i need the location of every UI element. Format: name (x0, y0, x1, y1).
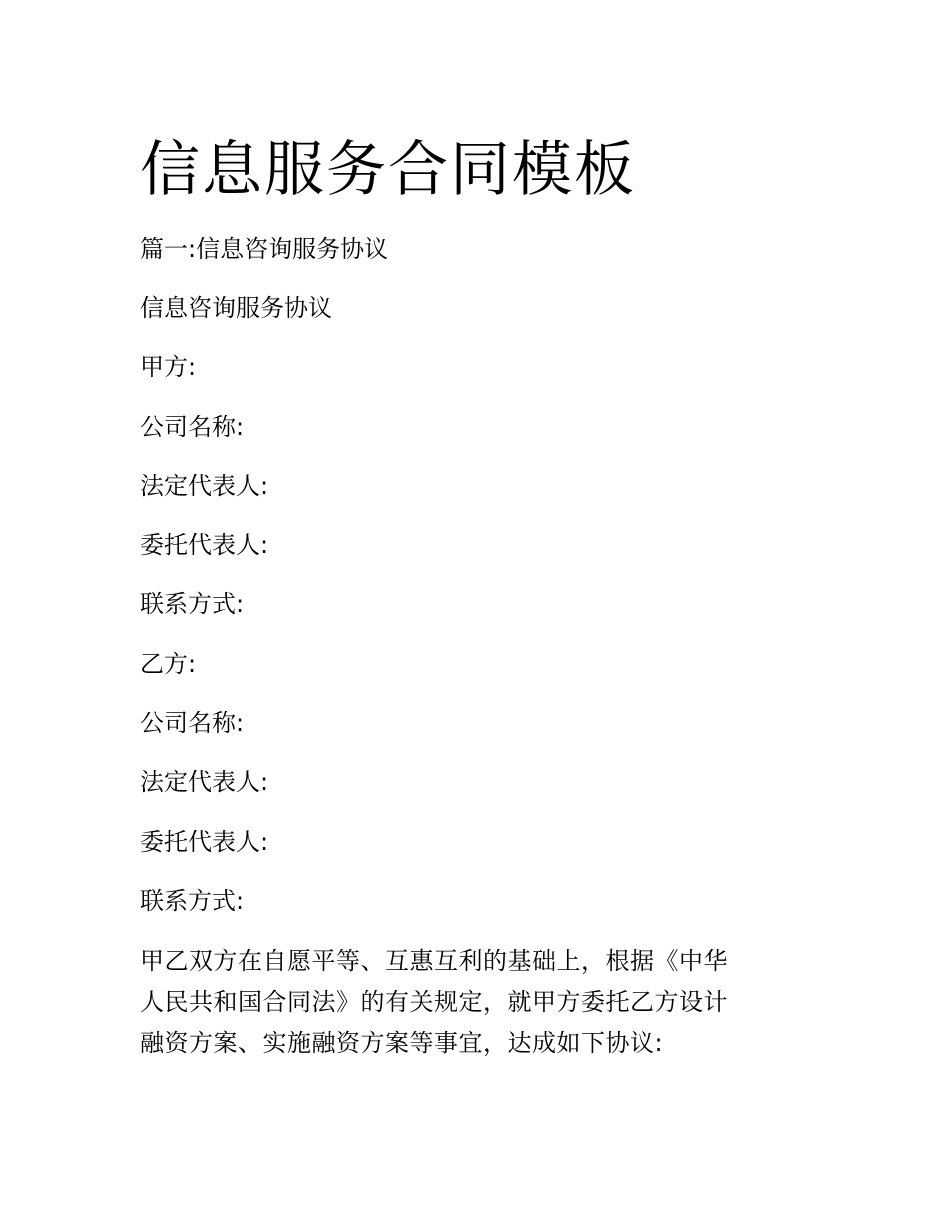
party-b-label: 乙方: (140, 650, 197, 678)
preamble-line: 人民共和国合同法》的有关规定，就甲方委托乙方设计 (140, 988, 728, 1016)
agreement-title: 信息咨询服务协议 (140, 294, 332, 322)
party-a-label: 甲方: (140, 353, 197, 381)
party-b-authorized-representative: 委托代表人: (140, 828, 269, 856)
document-title: 信息服务合同模板 (140, 135, 636, 205)
party-a-authorized-representative: 委托代表人: (140, 531, 269, 559)
party-a-contact: 联系方式: (140, 590, 245, 618)
preamble-line: 甲乙双方在自愿平等、互惠互利的基础上，根据《中华 (140, 947, 728, 975)
party-a-company-name: 公司名称: (140, 413, 245, 441)
agreement-preamble (140, 941, 800, 1064)
party-a-legal-representative: 法定代表人: (140, 472, 269, 500)
party-b-company-name: 公司名称: (140, 709, 245, 737)
section-heading: 篇一:信息咨询服务协议 (140, 235, 389, 263)
party-b-contact: 联系方式: (140, 887, 245, 915)
preamble-line: 融资方案、实施融资方案等事宜，达成如下协议: (140, 1029, 664, 1057)
party-b-legal-representative: 法定代表人: (140, 768, 269, 796)
